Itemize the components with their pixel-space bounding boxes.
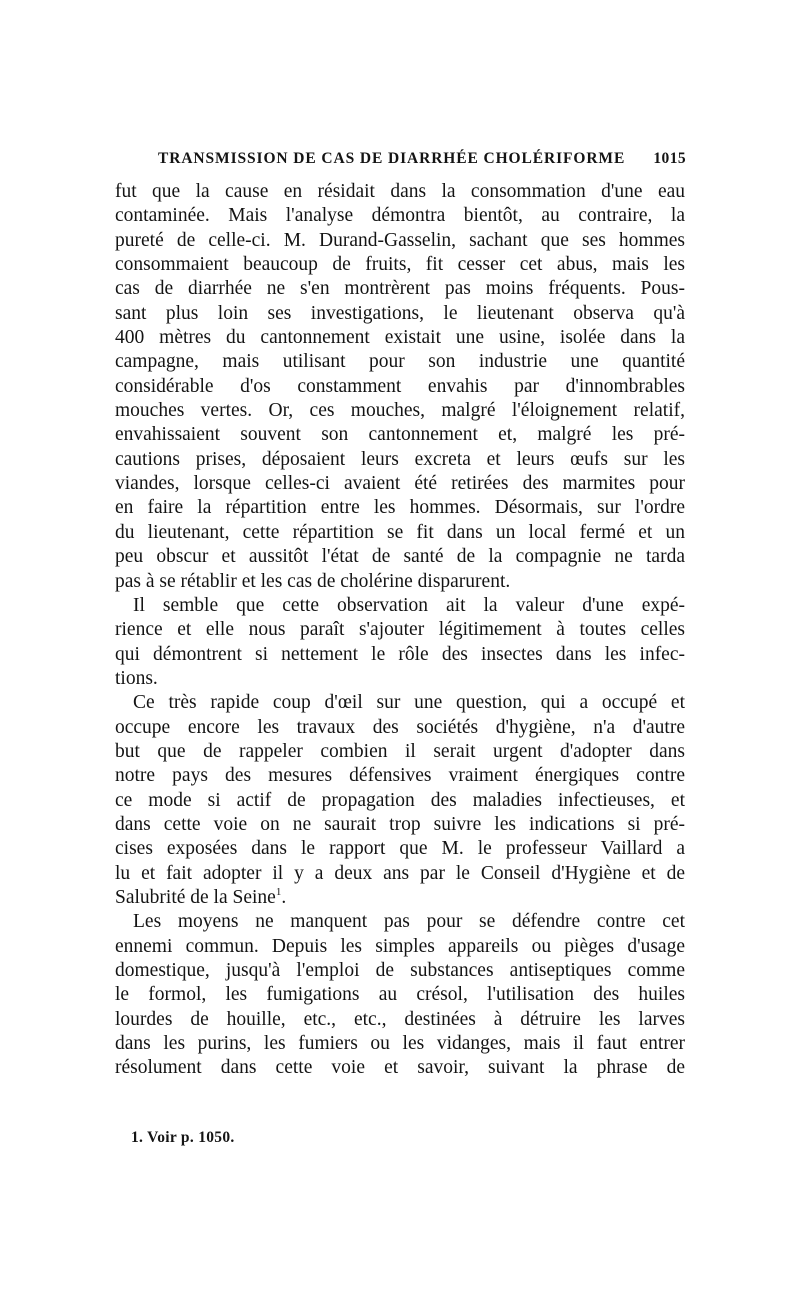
text-line: but que de rappeler combien il serait urgent d'adopter dans: [115, 740, 685, 762]
text-line: en faire la répartition entre les hommes. Désormais, sur l'ordre: [115, 497, 685, 519]
paragraph-start-line: Ce très rapide coup d'œil sur une question, qui a occupé et: [133, 692, 685, 714]
text-line: 400 mètres du cantonnement existait une usine, isolée dans la: [115, 327, 685, 349]
text-line: sant plus loin ses investigations, le lieutenant observa qu'à: [115, 302, 685, 324]
text-line: considérable d'os constamment envahis par d'innombrables: [115, 375, 685, 397]
text-line: dans cette voie on ne saurait trop suivre les indications si pré-: [115, 813, 685, 835]
footnote-reference: 1: [275, 885, 282, 898]
text-line: ce mode si actif de propagation des maladies infectieuses, et: [115, 789, 685, 811]
text-line: résolument dans cette voie et savoir, suivant la phrase de: [115, 1057, 685, 1079]
text-line: envahissaient souvent son cantonnement et, malgré les pré-: [115, 424, 685, 446]
text-line: domestique, jusqu'à l'emploi de substances antiseptiques comme: [115, 960, 685, 981]
text-line: du lieutenant, cette répartition se fit dans un local fermé et un: [115, 521, 685, 543]
paragraph-start-line: Les moyens ne manquent pas pour se défendre contre cet: [133, 911, 685, 933]
text-line: contaminée. Mais l'analyse démontra bientôt, au contraire, la: [115, 205, 685, 227]
text-line: peu obscur et aussitôt l'état de santé de la compagnie ne tarda: [115, 546, 685, 568]
text-line: dans les purins, les fumiers ou les vidanges, mais il faut entrer: [115, 1033, 685, 1055]
footnote: 1. Voir p. 1050.: [131, 1129, 235, 1146]
text-line-with-footnote: [115, 886, 685, 910]
running-head: [158, 150, 686, 174]
paragraph-start-line: Il semble que cette observation ait la valeur d'une expé-: [133, 594, 685, 616]
text-line-content: Salubrité de la Seine: [115, 886, 276, 908]
text-line: consommaient beaucoup de fruits, fit cesser cet abus, mais les: [115, 254, 685, 276]
body-text: [115, 180, 685, 1081]
text-line: lu et fait adopter il y a deux ans par le Conseil d'Hygiène et de: [115, 862, 685, 884]
text-line: viandes, lorsque celles-ci avaient été retirées des marmites pour: [115, 473, 685, 495]
text-line: qui démontrent si nettement le rôle des insectes dans les infec-: [115, 643, 685, 665]
text-line: le formol, les fumigations au crésol, l'utilisation des huiles: [115, 984, 685, 1006]
text-line: mouches vertes. Or, ces mouches, malgré l'éloignement relatif,: [115, 400, 685, 422]
text-line: rience et elle nous paraît s'ajouter légitimement à toutes celles: [115, 619, 685, 641]
running-head-title: TRANSMISSION DE CAS DE DIARRHÉE CHOLÉRIFORME: [158, 150, 626, 167]
text-line: cises exposées dans le rapport que M. le professeur Vaillard a: [115, 838, 685, 860]
text-line: tions.: [115, 667, 158, 689]
text-line: fut que la cause en résidait dans la consommation d'une eau: [115, 181, 685, 202]
text-line: pureté de celle-ci. M. Durand-Gasselin, sachant que ses hommes: [115, 229, 685, 251]
page-number: 1015: [653, 150, 686, 167]
text-line: cautions prises, déposaient leurs excreta et leurs œufs sur les: [115, 448, 685, 470]
footnote-reference-suffix: .: [281, 886, 287, 908]
text-line: campagne, mais utilisant pour son industrie une quantité: [115, 351, 685, 373]
text-line: cas de diarrhée ne s'en montrèrent pas moins fréquents. Pous-: [115, 278, 685, 300]
text-line: lourdes de houille, etc., etc., destinées à détruire les larves: [115, 1008, 685, 1030]
text-line: occupe encore les travaux des sociétés d'hygiène, n'a d'autre: [115, 716, 685, 738]
text-line: pas à se rétablir et les cas de cholérine disparurent.: [115, 570, 511, 592]
text-line: notre pays des mesures défensives vraiment énergiques contre: [115, 765, 685, 787]
text-line: ennemi commun. Depuis les simples appareils ou pièges d'usage: [115, 935, 685, 957]
